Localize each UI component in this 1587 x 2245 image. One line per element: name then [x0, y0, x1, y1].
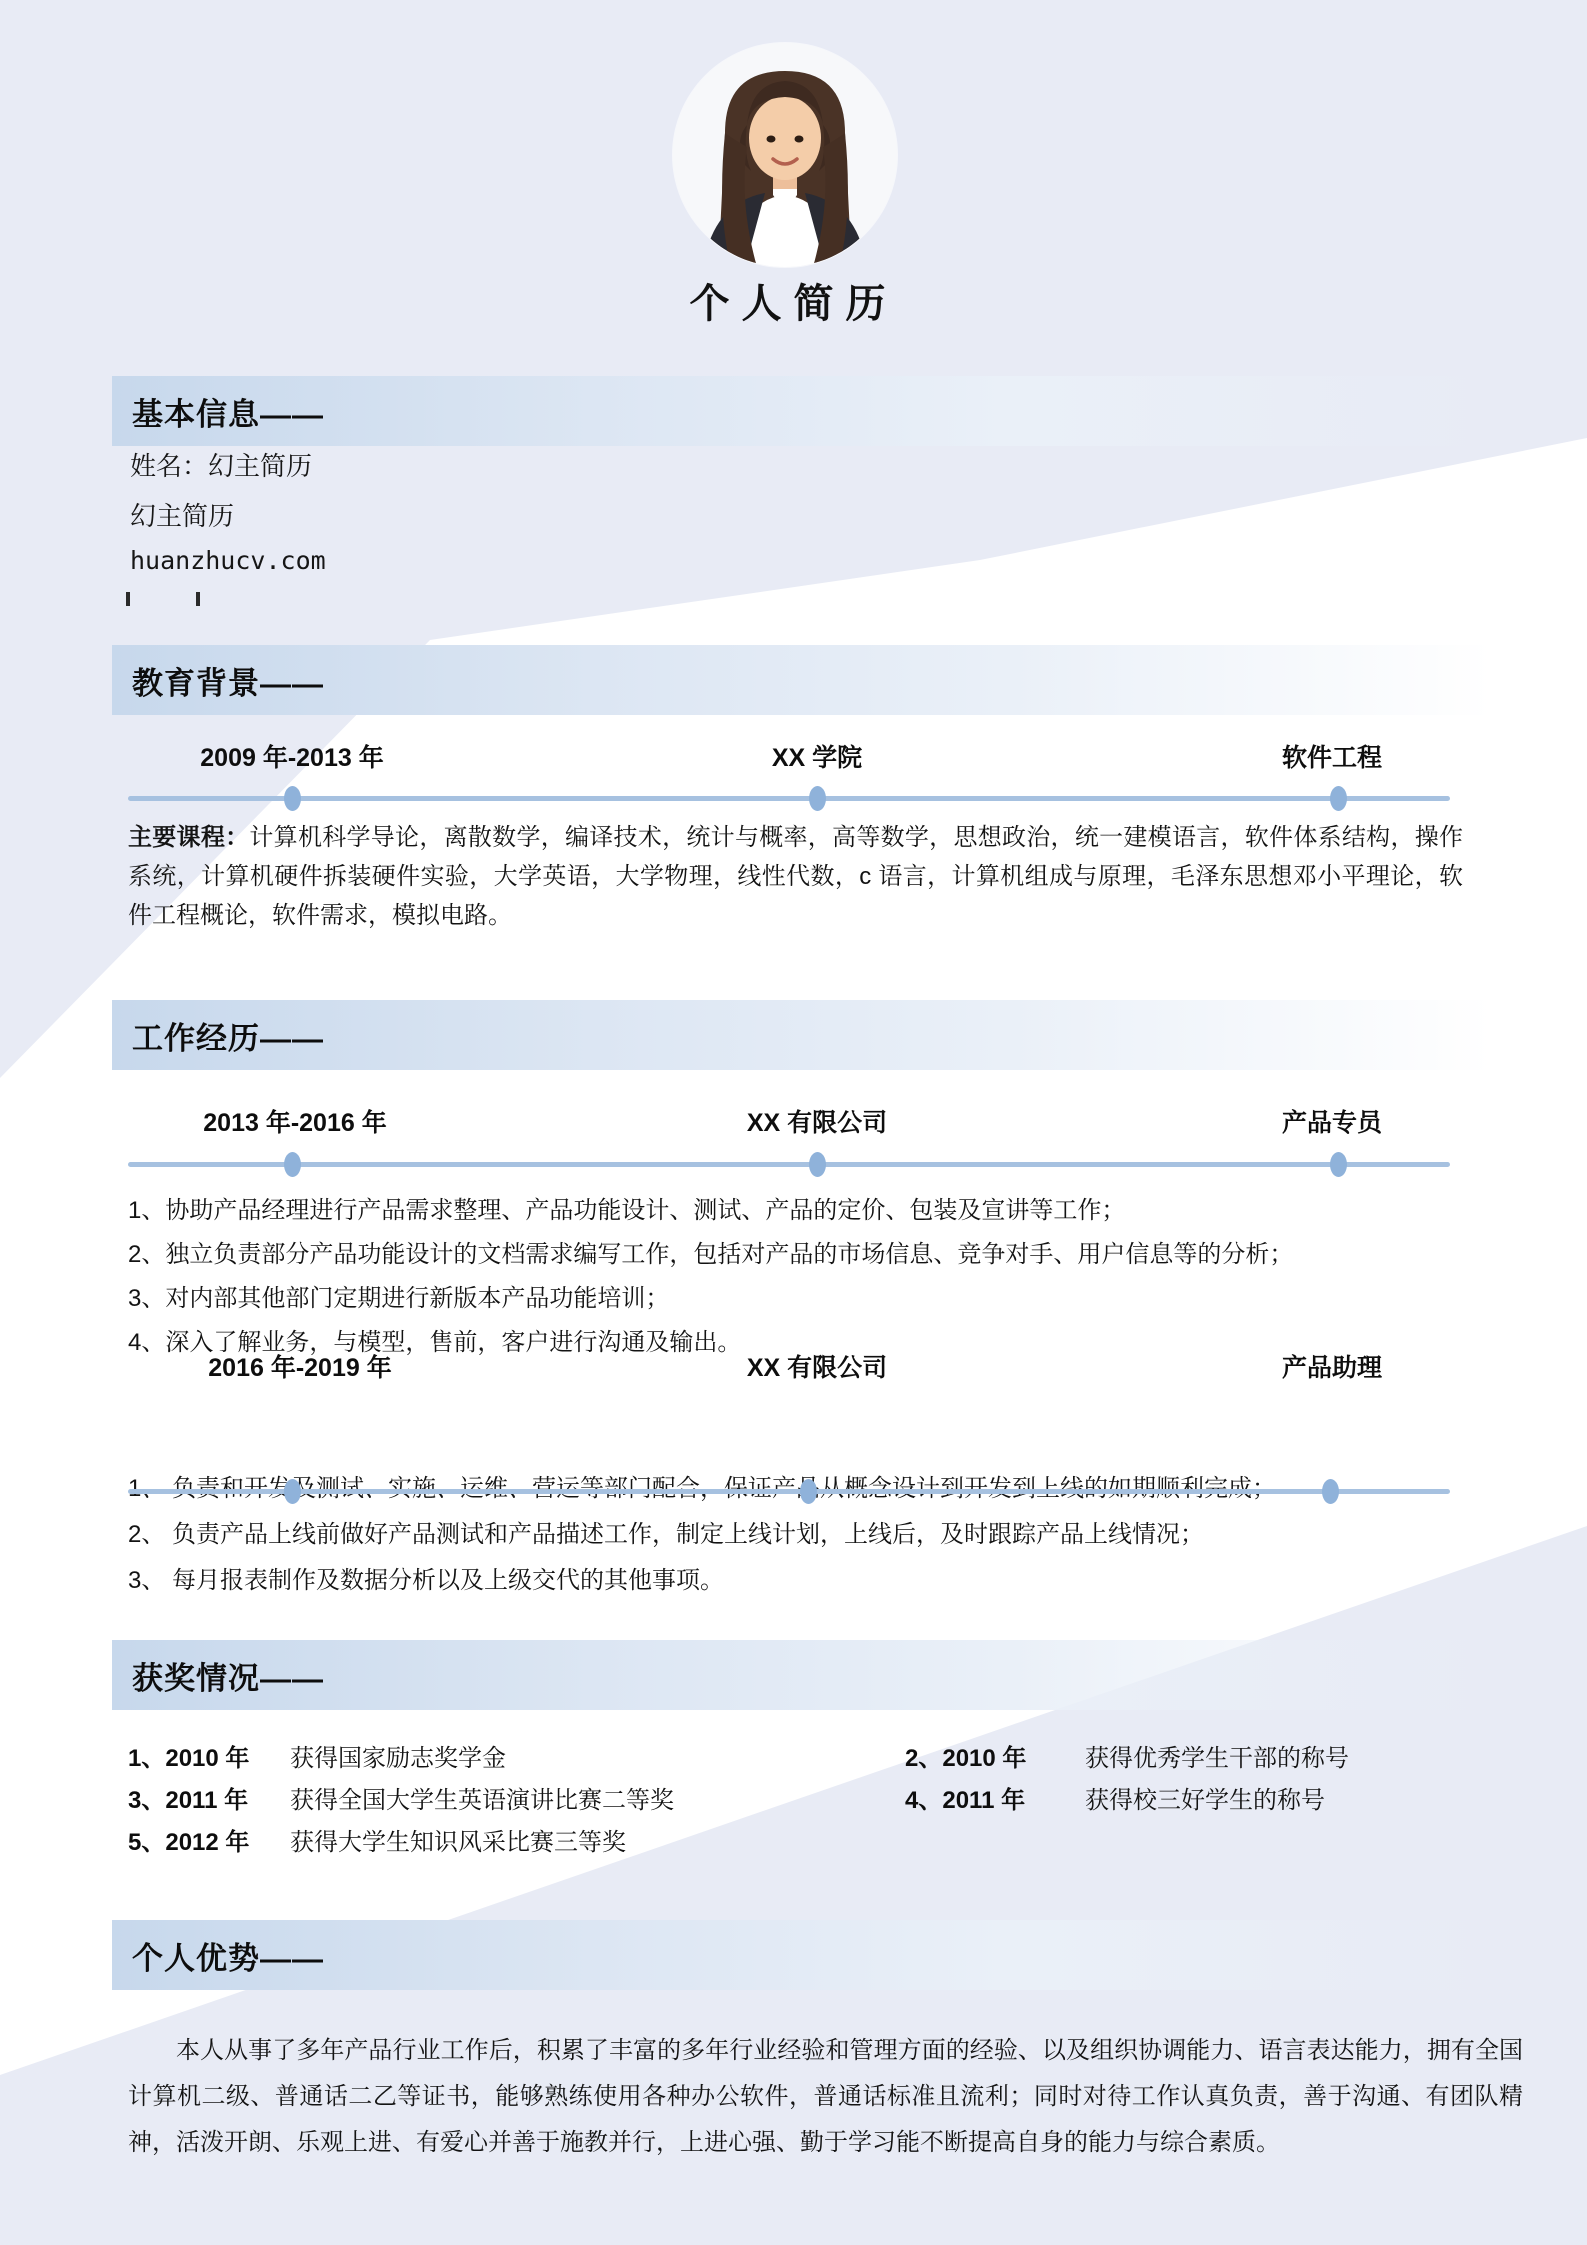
section-title-awards: 获奖情况—— [132, 1660, 324, 1696]
section-bar-awards [112, 1640, 1492, 1710]
timeline-dot [809, 786, 826, 811]
job-company: XX 有限公司 [746, 1109, 888, 1137]
award-label: 1、2010 年 [128, 1745, 250, 1772]
section-bar-strengths [112, 1920, 1492, 1990]
courses-label: 主要课程： [128, 824, 250, 851]
award-desc: 获得优秀学生干部的称号 [1085, 1745, 1349, 1772]
section-bar-work [112, 1000, 1492, 1070]
award-desc: 获得国家励志奖学金 [290, 1745, 506, 1772]
timeline-dot [284, 786, 301, 811]
section-bar-basic-info [112, 376, 1492, 446]
job-company: XX 有限公司 [746, 1354, 888, 1382]
education-major: 软件工程 [1281, 744, 1382, 772]
education-school: XX 学院 [771, 744, 863, 772]
work-timeline-line-1 [128, 1162, 1450, 1167]
timeline-dot [1330, 786, 1347, 811]
work-timeline-line-2 [128, 1489, 1450, 1494]
profile-photo [673, 43, 897, 267]
courses-text: 计算机科学导论，离散数学，编译技术，统计与概率，高等数学，思想政治，统一建模语言，软件体系结构，操作系统，计算机硬件拆装硬件实验，大学英语，大学物理，线性代数，c 语言，计算机组成与原理，毛泽东思想邓小平理论，软件工程概论，软件需求，模拟电路。 [128, 824, 1463, 929]
job-duty: 1、协助产品经理进行产品需求整理、产品功能设计、测试、产品的定价、包装及宣讲等工作； [128, 1197, 1126, 1224]
award-label: 4、2011 年 [905, 1787, 1026, 1814]
job-duty: 3、 每月报表制作及数据分析以及上级交代的其他事项。 [128, 1567, 725, 1594]
job-duty: 2、 负责产品上线前做好产品测试和产品描述工作，制定上线计划，上线后，及时跟踪产品上线情况； [128, 1521, 1205, 1548]
education-timeline-line [128, 796, 1450, 801]
alias-line: 幻主简历 [130, 501, 235, 531]
award-desc: 获得大学生知识风采比赛三等奖 [290, 1829, 626, 1856]
artifact-tick-mark [196, 592, 200, 606]
award-label: 3、2011 年 [128, 1787, 249, 1814]
artifact-tick-mark [126, 592, 130, 606]
award-label: 5、2012 年 [128, 1829, 250, 1856]
section-title-education: 教育背景—— [132, 665, 324, 701]
strengths-paragraph: 本人从事了多年产品行业工作后，积累了丰富的多年行业经验和管理方面的经验、以及组织协调能力、语言表达能力，拥有全国计算机二级、普通话二乙等证书，能够熟练使用各种办公软件，普通话标准且流利；同时对待工作认真负责，善于沟通、有团队精神，活泼开朗、乐观上进、有爱心并善于施教并行，上进心强、勤于学习能不断提高自身的能力与综合素质。 [128, 2037, 1523, 2156]
education-courses [128, 818, 1463, 935]
page-title: 个人简历 [689, 282, 898, 326]
job-period: 2016 年-2019 年 [208, 1354, 392, 1382]
portrait-illustration [673, 43, 897, 267]
timeline-dot [1322, 1479, 1339, 1504]
website-line: huanzhucv.com [130, 546, 326, 575]
award-desc: 获得校三好学生的称号 [1085, 1787, 1325, 1814]
education-period: 2009 年-2013 年 [200, 744, 384, 772]
name-line: 姓名：幻主简历 [130, 451, 313, 481]
section-bar-education [112, 645, 1492, 715]
timeline-dot [284, 1479, 301, 1504]
job-duty: 3、对内部其他部门定期进行新版本产品功能培训； [128, 1285, 670, 1312]
award-desc: 获得全国大学生英语演讲比赛二等奖 [290, 1787, 674, 1814]
section-title-basic-info: 基本信息—— [132, 396, 324, 432]
award-label: 2、2010 年 [905, 1745, 1027, 1772]
timeline-dot [800, 1479, 817, 1504]
job-role: 产品专员 [1281, 1109, 1382, 1137]
timeline-dot [809, 1152, 826, 1177]
job-period: 2013 年-2016 年 [203, 1109, 387, 1137]
job-duty: 4、深入了解业务，与模型，售前，客户进行沟通及输出。 [128, 1329, 742, 1356]
job-role: 产品助理 [1281, 1354, 1382, 1382]
section-title-work: 工作经历—— [132, 1020, 324, 1056]
section-title-strengths: 个人优势—— [132, 1940, 324, 1976]
timeline-dot [1330, 1152, 1347, 1177]
timeline-dot [284, 1152, 301, 1177]
job-duty: 2、独立负责部分产品功能设计的文档需求编写工作，包括对产品的市场信息、竞争对手、用户信息等的分析； [128, 1241, 1294, 1268]
